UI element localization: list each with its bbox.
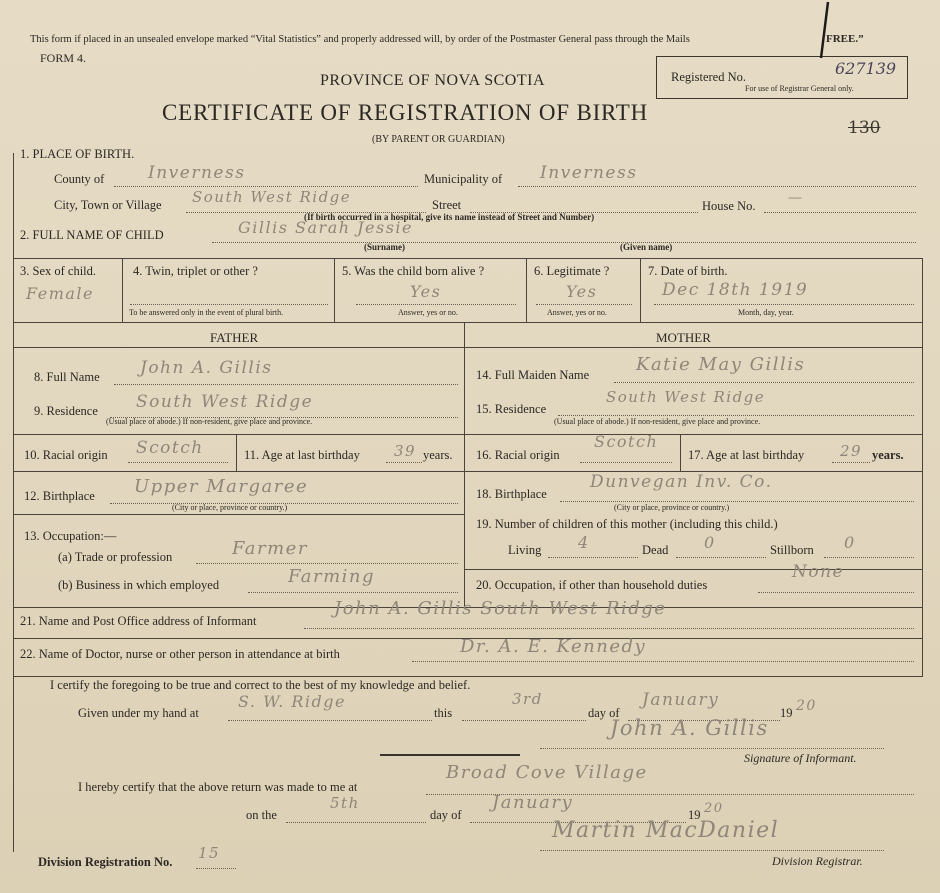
father-line-b bbox=[13, 471, 464, 472]
mother-racial-line bbox=[580, 462, 672, 463]
father-occupation-label: 13. Occupation:— bbox=[24, 529, 117, 543]
mother-heading: MOTHER bbox=[656, 330, 711, 345]
sex-value: Female bbox=[26, 284, 94, 303]
dead-value: 0 bbox=[704, 533, 716, 552]
this-value: 3rd bbox=[512, 690, 543, 708]
mother-occupation-line bbox=[758, 592, 914, 593]
registered-label: Registered No. bbox=[671, 70, 746, 84]
informant-label: 21. Name and Post Office address of Informant bbox=[20, 614, 257, 628]
mother-col-sep bbox=[680, 434, 681, 471]
father-trade-label: (a) Trade or profession bbox=[58, 550, 173, 564]
doctor-line bbox=[412, 661, 914, 662]
county-label: County of bbox=[54, 172, 105, 186]
twin-label: 4. Twin, triplet or other ? bbox=[133, 264, 258, 278]
municipality-value: Inverness bbox=[540, 163, 638, 183]
father-residence-value: South West Ridge bbox=[136, 392, 314, 412]
informant-line bbox=[304, 628, 914, 629]
municipality-label: Municipality of bbox=[424, 172, 503, 186]
division-value: 15 bbox=[198, 844, 221, 862]
stillborn-line bbox=[824, 557, 914, 558]
dob-value: Dec 18th 1919 bbox=[662, 280, 809, 300]
col-sep-3 bbox=[526, 258, 527, 322]
dead-label: Dead bbox=[642, 543, 669, 557]
row-line-6 bbox=[13, 676, 923, 677]
mother-name-line bbox=[614, 382, 914, 383]
father-name-line bbox=[114, 384, 458, 385]
province-heading: PROVINCE OF NOVA SCOTIA bbox=[320, 72, 546, 89]
hospital-note: (If birth occurred in a hospital, give its name instead of Street and Number) bbox=[304, 212, 595, 222]
dob-line bbox=[654, 304, 914, 305]
given-label: Given under my hand at bbox=[78, 706, 199, 720]
twin-line bbox=[130, 304, 328, 305]
certify-statement: I certify the foregoing to be true and correct to the best of my knowledge and belief. bbox=[50, 678, 471, 692]
legit-label: 6. Legitimate ? bbox=[534, 264, 610, 278]
year-prefix: 19 bbox=[780, 706, 793, 720]
informant-signature-caption: Signature of Informant. bbox=[744, 751, 857, 765]
registrar-signature-line bbox=[540, 850, 884, 851]
father-business-label: (b) Business in which employed bbox=[58, 578, 220, 592]
mother-residence-note: (Usual place of abode.) If non-resident, give place and province. bbox=[554, 417, 761, 426]
mother-line-c bbox=[464, 569, 923, 570]
father-racial-label: 10. Racial origin bbox=[24, 448, 108, 462]
col-sep-4 bbox=[640, 258, 641, 322]
mother-name-value: Katie May Gillis bbox=[636, 354, 806, 375]
city-label: City, Town or Village bbox=[54, 198, 162, 212]
free-text: FREE.” bbox=[826, 33, 864, 45]
on-the-value: 5th bbox=[330, 794, 360, 812]
registrar-day-of-label: day of bbox=[430, 808, 462, 822]
mother-birthplace-value: Dunvegan Inv. Co. bbox=[590, 472, 773, 492]
house-line bbox=[764, 212, 916, 213]
registrar-statement: I hereby certify that the above return was made to me at bbox=[78, 780, 358, 794]
on-the-line bbox=[286, 822, 426, 823]
twin-note: To be answered only in the event of plural birth. bbox=[129, 308, 284, 317]
father-birthplace-value: Upper Margaree bbox=[134, 476, 309, 497]
father-racial-line bbox=[128, 462, 228, 463]
alive-note: Answer, yes or no. bbox=[398, 308, 458, 317]
mother-age-line bbox=[832, 462, 870, 463]
mother-line-a bbox=[464, 434, 923, 435]
col-sep-1 bbox=[122, 258, 123, 322]
father-col-sep bbox=[236, 434, 237, 471]
day-of-label: day of bbox=[588, 706, 620, 720]
mother-name-label: 14. Full Maiden Name bbox=[476, 368, 590, 382]
given-caption: (Given name) bbox=[620, 242, 673, 252]
municipality-line bbox=[518, 186, 916, 187]
father-residence-note: (Usual place of abode.) If non-resident, give place and province. bbox=[106, 417, 313, 426]
registrar-month: January bbox=[492, 792, 574, 813]
parents-divider bbox=[464, 322, 465, 607]
given-place: S. W. Ridge bbox=[238, 692, 346, 711]
father-line-c bbox=[13, 514, 464, 515]
county-line bbox=[114, 186, 418, 187]
year-value: 20 bbox=[796, 698, 817, 714]
father-age-value: 39 bbox=[394, 442, 417, 460]
division-line bbox=[196, 868, 236, 869]
ink-stroke bbox=[808, 0, 834, 60]
house-label: House No. bbox=[702, 199, 756, 213]
certificate-subtitle: (BY PARENT OR GUARDIAN) bbox=[372, 134, 505, 145]
form-number: FORM 4. bbox=[40, 51, 87, 65]
dob-note: Month, day, year. bbox=[738, 308, 794, 317]
doctor-value: Dr. A. E. Kennedy bbox=[460, 636, 647, 657]
city-value: South West Ridge bbox=[192, 188, 352, 206]
alive-value: Yes bbox=[410, 282, 442, 301]
father-birthplace-label: 12. Birthplace bbox=[24, 489, 95, 503]
father-residence-label: 9. Residence bbox=[34, 404, 98, 418]
surname-caption: (Surname) bbox=[364, 242, 405, 252]
living-value: 4 bbox=[578, 533, 590, 552]
sex-label: 3. Sex of child. bbox=[20, 264, 97, 278]
doctor-label: 22. Name of Doctor, nurse or other person in attendance at birth bbox=[20, 647, 340, 661]
mother-residence-value: South West Ridge bbox=[606, 388, 766, 406]
registrar-year-value: 20 bbox=[704, 801, 724, 816]
informant-value: John A. Gillis South West Ridge bbox=[334, 598, 667, 619]
month-value: January bbox=[642, 690, 720, 710]
informant-signature-line bbox=[540, 748, 884, 749]
child-name-line bbox=[212, 242, 916, 243]
center-rule bbox=[380, 754, 520, 756]
dead-line bbox=[676, 557, 766, 558]
mother-racial-label: 16. Racial origin bbox=[476, 448, 560, 462]
frame-right bbox=[922, 258, 923, 676]
living-line bbox=[548, 557, 638, 558]
col-sep-2 bbox=[334, 258, 335, 322]
father-business-value: Farming bbox=[288, 566, 376, 587]
street-label: Street bbox=[432, 198, 462, 212]
registered-number: 627139 bbox=[835, 59, 897, 78]
registrar-note: For use of Registrar General only. bbox=[745, 84, 854, 93]
stillborn-value: 0 bbox=[844, 533, 856, 552]
alive-line bbox=[356, 304, 516, 305]
row-line-3 bbox=[13, 347, 923, 348]
mother-occupation-value: None bbox=[792, 562, 845, 582]
father-name-value: John A. Gillis bbox=[140, 358, 273, 378]
registrar-signature: Martin MacDaniel bbox=[552, 818, 780, 843]
registrar-signature-caption: Division Registrar. bbox=[772, 854, 863, 868]
legit-note: Answer, yes or no. bbox=[547, 308, 607, 317]
legit-line bbox=[536, 304, 632, 305]
mother-children-label: 19. Number of children of this mother (including this child.) bbox=[476, 517, 778, 531]
father-trade-value: Farmer bbox=[232, 538, 308, 559]
registrar-year-prefix: 19 bbox=[688, 808, 701, 822]
alive-label: 5. Was the child born alive ? bbox=[342, 264, 485, 278]
dob-label: 7. Date of birth. bbox=[648, 264, 728, 278]
row-line-1 bbox=[13, 258, 923, 259]
father-business-line bbox=[248, 592, 458, 593]
child-name-value: Gillis Sarah Jessie bbox=[238, 218, 414, 237]
mother-age-value: 29 bbox=[840, 442, 863, 460]
informant-signature: John A. Gillis bbox=[610, 716, 769, 740]
father-age-label: 11. Age at last birthday bbox=[244, 448, 360, 462]
mother-years: years. bbox=[872, 448, 904, 462]
mother-residence-label: 15. Residence bbox=[476, 402, 547, 416]
father-birthplace-note: (City or place, province or country.) bbox=[172, 503, 288, 512]
county-value: Inverness bbox=[148, 163, 246, 183]
mother-birthplace-label: 18. Birthplace bbox=[476, 487, 547, 501]
father-line-a bbox=[13, 434, 464, 435]
mother-birthplace-note: (City or place, province or country.) bbox=[614, 503, 730, 512]
stillborn-label: Stillborn bbox=[770, 543, 814, 557]
registrar-place: Broad Cove Village bbox=[446, 762, 648, 783]
father-trade-line bbox=[196, 563, 458, 564]
living-label: Living bbox=[508, 543, 542, 557]
place-section-label: 1. PLACE OF BIRTH. bbox=[20, 147, 135, 161]
on-the-label: on the bbox=[246, 808, 277, 822]
mother-age-label: 17. Age at last birthday bbox=[688, 448, 805, 462]
mother-racial-value: Scotch bbox=[594, 432, 659, 451]
division-label: Division Registration No. bbox=[38, 855, 173, 869]
father-age-line bbox=[386, 462, 422, 463]
father-racial-value: Scotch bbox=[136, 438, 204, 458]
this-label: this bbox=[434, 706, 453, 720]
father-heading: FATHER bbox=[210, 330, 259, 345]
mother-birthplace-line bbox=[560, 501, 914, 502]
father-name-label: 8. Full Name bbox=[34, 370, 100, 384]
mother-residence-line bbox=[558, 415, 914, 416]
corner-number: 130 bbox=[848, 118, 881, 138]
row-line-2 bbox=[13, 322, 923, 323]
given-line bbox=[228, 720, 432, 721]
this-line bbox=[462, 720, 586, 721]
certificate-title: CERTIFICATE OF REGISTRATION OF BIRTH bbox=[162, 100, 649, 125]
father-years: years. bbox=[423, 448, 453, 462]
house-value: — bbox=[788, 190, 804, 206]
registered-box bbox=[656, 56, 908, 99]
mail-notice: This form if placed in an unsealed envelope marked “Vital Statistics” and properly addressed will, by order of the Postmaster General pass through the Mails bbox=[30, 34, 690, 45]
mother-occupation-label: 20. Occupation, if other than household duties bbox=[476, 578, 708, 592]
legit-value: Yes bbox=[566, 282, 598, 301]
child-name-label: 2. FULL NAME OF CHILD bbox=[20, 228, 164, 242]
